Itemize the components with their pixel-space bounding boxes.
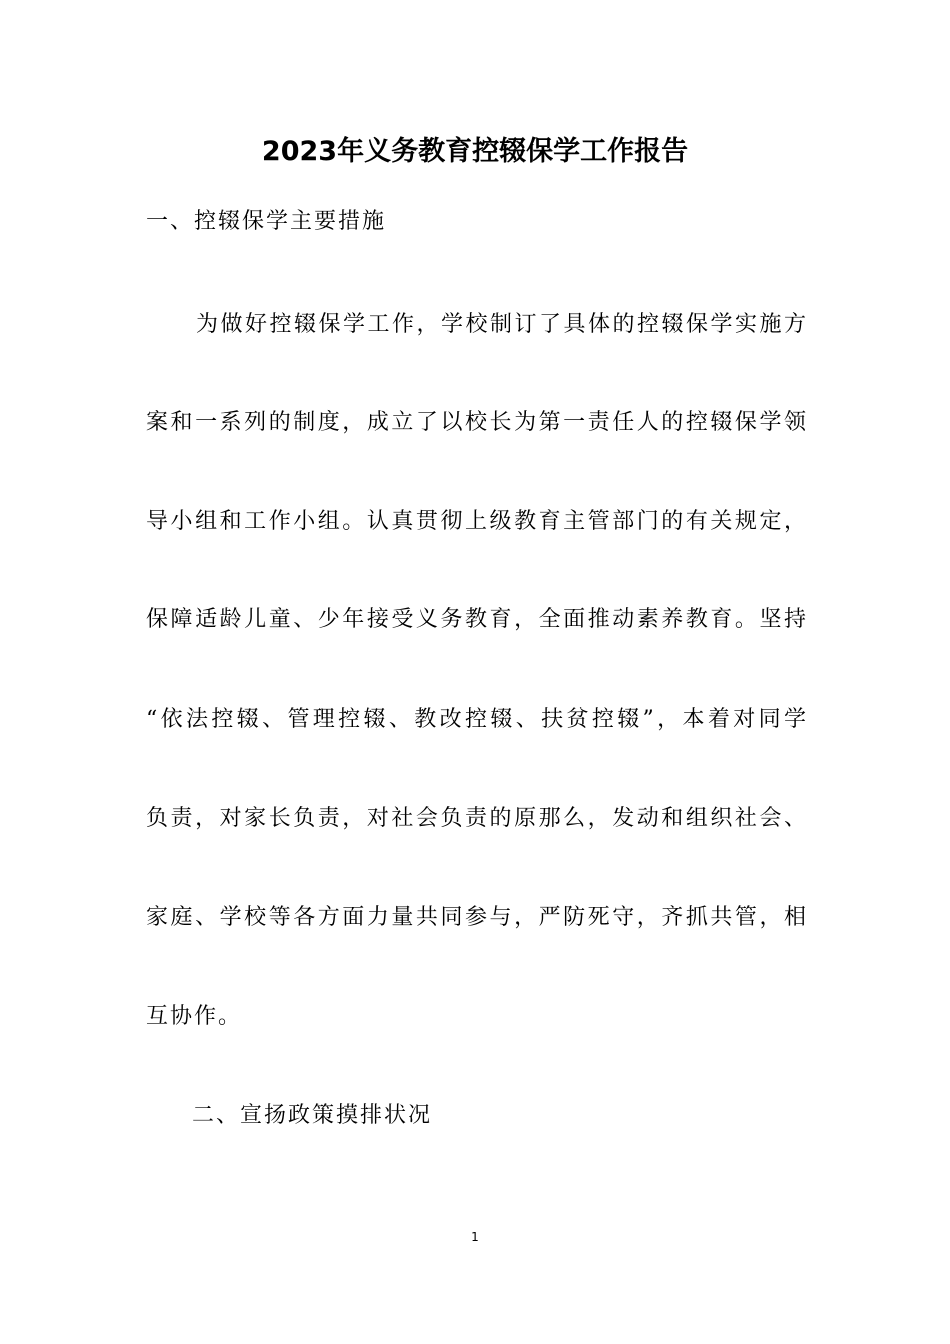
paragraph-line-1: 为做好控辍保学工作，学校制订了具体的控辍保学实施方 [196, 312, 806, 337]
section-heading-2: 二、宣扬政策摸排状况 [192, 1103, 433, 1128]
document-title: 2023年义务教育控辍保学工作报告 [261, 136, 689, 167]
paragraph-line-5: “依法控辍、管理控辍、教改控辍、扶贫控辍”，本着对同学 [146, 707, 806, 732]
page-number: 1 [471, 1230, 479, 1244]
paragraph-line-6: 负责，对家长负责，对社会负责的原那么，发动和组织社会、 [146, 806, 806, 831]
paragraph-line-3: 导小组和工作小组。认真贯彻上级教育主管部门的有关规定， [146, 509, 806, 534]
paragraph-line-4: 保障适龄儿童、少年接受义务教育，全面推动素养教育。坚持 [146, 607, 806, 632]
paragraph-line-8: 互协作。 [146, 1004, 243, 1029]
section-heading-1: 一、控辍保学主要措施 [146, 209, 387, 234]
paragraph-line-7: 家庭、学校等各方面力量共同参与，严防死守，齐抓共管，相 [146, 905, 806, 930]
paragraph-line-2: 案和一系列的制度，成立了以校长为第一责任人的控辍保学领 [146, 410, 806, 435]
